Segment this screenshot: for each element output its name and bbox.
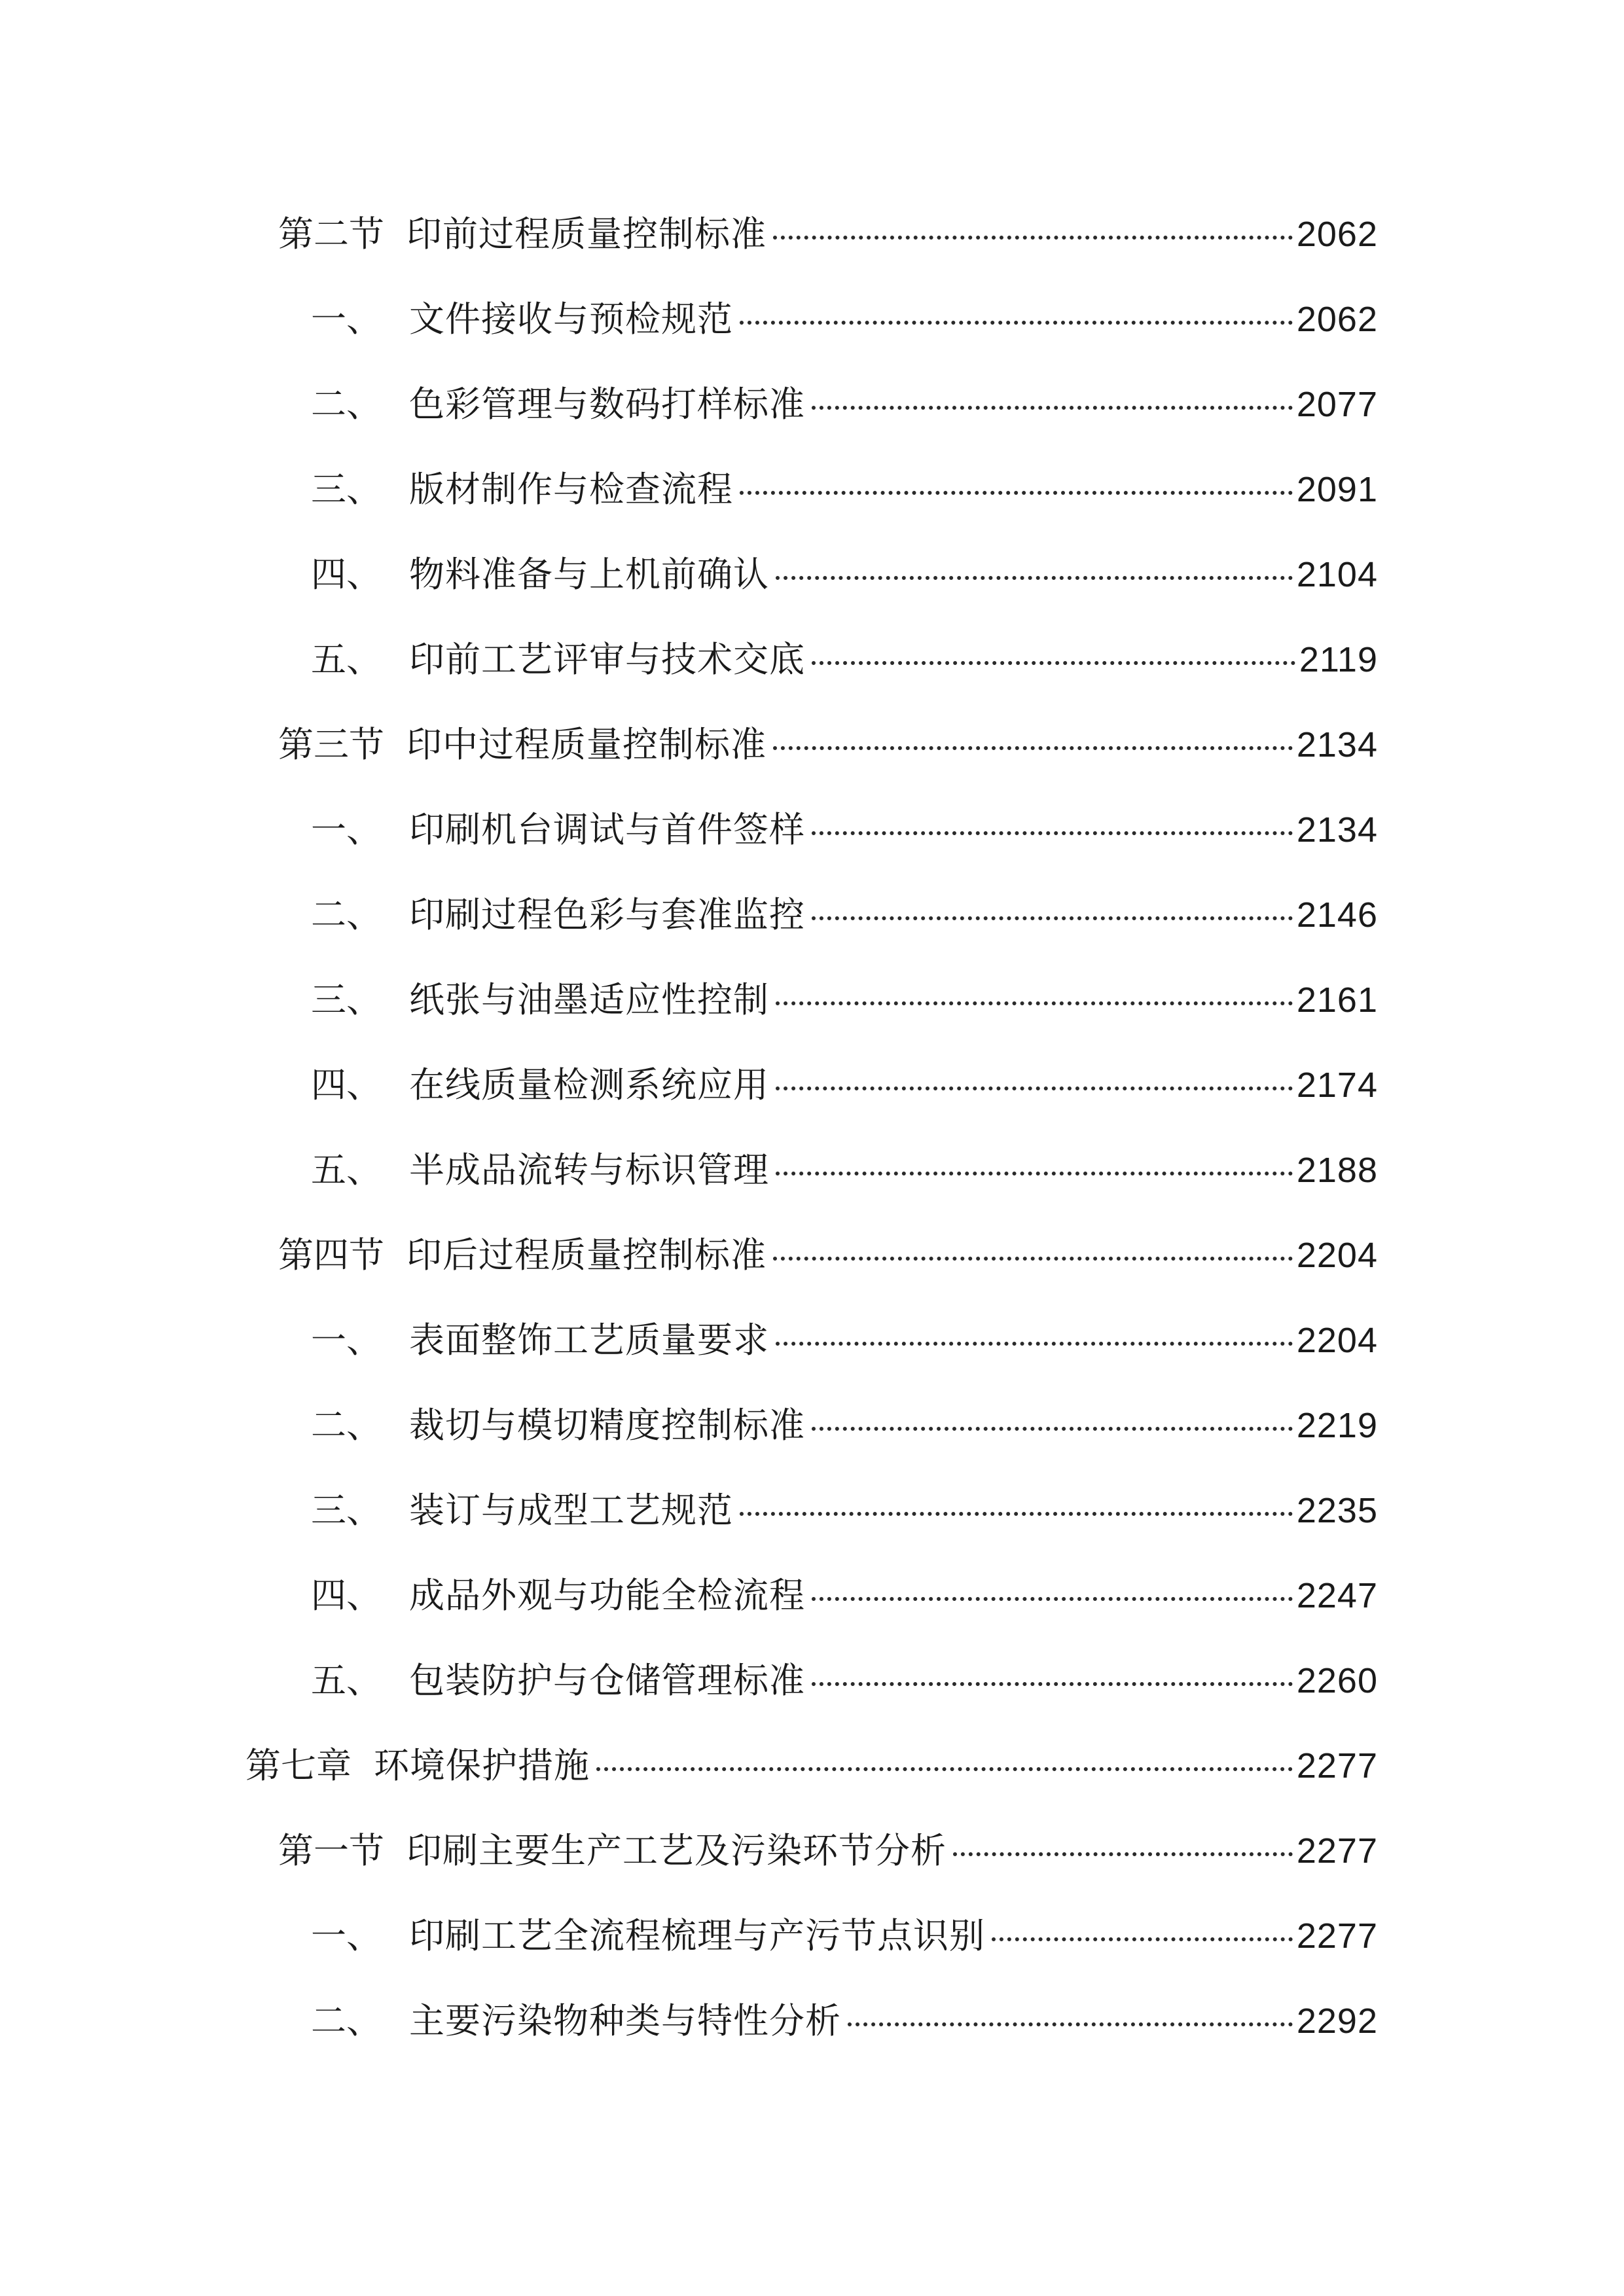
toc-title: 环境保护措施: [374, 1745, 590, 1786]
toc-entry-item[interactable]: [311, 1399, 1378, 1452]
dot-leader: [953, 1852, 1293, 1856]
toc-entry-item[interactable]: [311, 1995, 1378, 2047]
toc-title: 装订与成型工艺规范: [409, 1490, 733, 1531]
dot-leader: [773, 1257, 1293, 1261]
toc-page-number: 2188: [1296, 1151, 1378, 1190]
dot-leader: [776, 1001, 1293, 1005]
toc-title: 裁切与模切精度控制标准: [409, 1405, 805, 1446]
toc-title: 印后过程质量控制标准: [406, 1234, 767, 1276]
toc-number: 第四节: [278, 1234, 384, 1276]
toc-page-number: 2134: [1296, 810, 1378, 850]
toc-title: 表面整饰工艺质量要求: [409, 1319, 769, 1361]
toc-title: 印刷工艺全流程梳理与产污节点识别: [409, 1915, 985, 1956]
toc-number: 第一节: [278, 1830, 384, 1871]
dot-leader: [740, 1512, 1293, 1516]
dot-leader: [740, 321, 1293, 325]
dot-leader: [812, 661, 1295, 665]
toc-entry-item[interactable]: [311, 1144, 1378, 1196]
toc-number: 一、: [311, 1319, 382, 1361]
toc-page-number: 2277: [1296, 1916, 1378, 1956]
toc-entry-item[interactable]: [311, 974, 1378, 1026]
toc-page-number: 2247: [1296, 1576, 1378, 1615]
toc-page-number: 2235: [1296, 1491, 1378, 1530]
toc-number: 第二节: [278, 213, 384, 255]
toc-page-number: 2277: [1296, 1831, 1378, 1871]
dot-leader: [812, 831, 1293, 835]
toc-title: 印刷过程色彩与套准监控: [409, 894, 805, 935]
toc-number: 四、: [311, 554, 382, 595]
dot-leader: [812, 1597, 1293, 1601]
toc-number: 一、: [311, 809, 382, 850]
toc-number: 三、: [311, 1490, 382, 1531]
toc-title: 成品外观与功能全检流程: [409, 1575, 805, 1616]
toc-number: 三、: [311, 469, 382, 510]
toc-title: 印刷机台调试与首件签样: [409, 809, 805, 850]
toc-title: 主要污染物种类与特性分析: [409, 2000, 841, 2041]
toc-page-number: 2091: [1296, 470, 1378, 509]
toc-entry-item[interactable]: [311, 1655, 1378, 1707]
toc-entry-chapter[interactable]: [245, 1740, 1378, 1792]
toc-entry-section[interactable]: [278, 1229, 1378, 1282]
toc-entry-item[interactable]: [311, 293, 1378, 346]
toc-entry-item[interactable]: [311, 1059, 1378, 1111]
toc-entry-item[interactable]: [311, 889, 1378, 941]
toc-entry-item[interactable]: [311, 1910, 1378, 1962]
dot-leader: [776, 1342, 1293, 1346]
toc-number: 第七章: [245, 1745, 352, 1786]
toc-page-number: 2062: [1296, 300, 1378, 339]
toc-page-number: 2204: [1296, 1321, 1378, 1360]
toc-title: 印前工艺评审与技术交底: [409, 639, 805, 680]
dot-leader: [740, 491, 1293, 495]
dot-leader: [596, 1767, 1293, 1771]
toc-number: 五、: [311, 1149, 382, 1191]
dot-leader: [773, 746, 1293, 750]
toc-number: 五、: [311, 639, 382, 680]
toc-title: 印刷主要生产工艺及污染环节分析: [406, 1830, 947, 1871]
toc-entry-item[interactable]: [311, 548, 1378, 601]
toc-title: 色彩管理与数码打样标准: [409, 384, 805, 425]
toc-entry-section[interactable]: [278, 719, 1378, 771]
toc-entry-section[interactable]: [278, 208, 1378, 260]
dot-leader: [773, 236, 1293, 240]
toc-entry-item[interactable]: [311, 634, 1378, 686]
toc-title: 纸张与油墨适应性控制: [409, 979, 769, 1020]
toc-page-number: 2277: [1296, 1746, 1378, 1785]
toc-number: 第三节: [278, 724, 384, 765]
toc-title: 文件接收与预检规范: [409, 298, 733, 340]
toc-entry-item[interactable]: [311, 1314, 1378, 1367]
toc-entry-section[interactable]: [278, 1825, 1378, 1877]
toc-page-number: 2104: [1296, 555, 1378, 594]
toc-title: 半成品流转与标识管理: [409, 1149, 769, 1191]
toc-number: 二、: [311, 894, 382, 935]
toc-title: 印前过程质量控制标准: [406, 213, 767, 255]
toc-page-number: 2062: [1296, 215, 1378, 254]
toc-entry-item[interactable]: [311, 1484, 1378, 1537]
toc-title: 包装防护与仓储管理标准: [409, 1660, 805, 1701]
dot-leader: [776, 576, 1293, 580]
dot-leader: [812, 406, 1293, 410]
toc-page-number: 2119: [1299, 640, 1378, 679]
toc-entry-item[interactable]: [311, 804, 1378, 856]
toc-entry-item[interactable]: [311, 463, 1378, 516]
toc-entry-item[interactable]: [311, 378, 1378, 431]
toc-title: 印中过程质量控制标准: [406, 724, 767, 765]
toc-title: 物料准备与上机前确认: [409, 554, 769, 595]
dot-leader: [812, 1427, 1293, 1431]
toc-title: 在线质量检测系统应用: [409, 1064, 769, 1105]
toc-page-number: 2161: [1296, 980, 1378, 1020]
dot-leader: [776, 1086, 1293, 1090]
dot-leader: [812, 1682, 1293, 1686]
toc-number: 二、: [311, 2000, 382, 2041]
toc-number: 二、: [311, 384, 382, 425]
toc-page-number: 2174: [1296, 1066, 1378, 1105]
toc-number: 三、: [311, 979, 382, 1020]
dot-leader: [812, 916, 1293, 920]
dot-leader: [776, 1172, 1293, 1175]
toc-page-number: 2077: [1296, 385, 1378, 424]
toc-number: 一、: [311, 298, 382, 340]
toc-entry-item[interactable]: [311, 1570, 1378, 1622]
toc-page-number: 2134: [1296, 725, 1378, 764]
toc-page-number: 2219: [1296, 1406, 1378, 1445]
toc-number: 二、: [311, 1405, 382, 1446]
toc-number: 四、: [311, 1575, 382, 1616]
toc-title: 版材制作与检查流程: [409, 469, 733, 510]
toc-number: 一、: [311, 1915, 382, 1956]
toc-number: 五、: [311, 1660, 382, 1701]
toc-page-number: 2204: [1296, 1236, 1378, 1275]
toc-number: 四、: [311, 1064, 382, 1105]
toc-page-number: 2260: [1296, 1661, 1378, 1700]
dot-leader: [848, 2022, 1293, 2026]
dot-leader: [992, 1937, 1293, 1941]
toc-page-number: 2292: [1296, 2001, 1378, 2041]
toc-page-number: 2146: [1296, 895, 1378, 935]
